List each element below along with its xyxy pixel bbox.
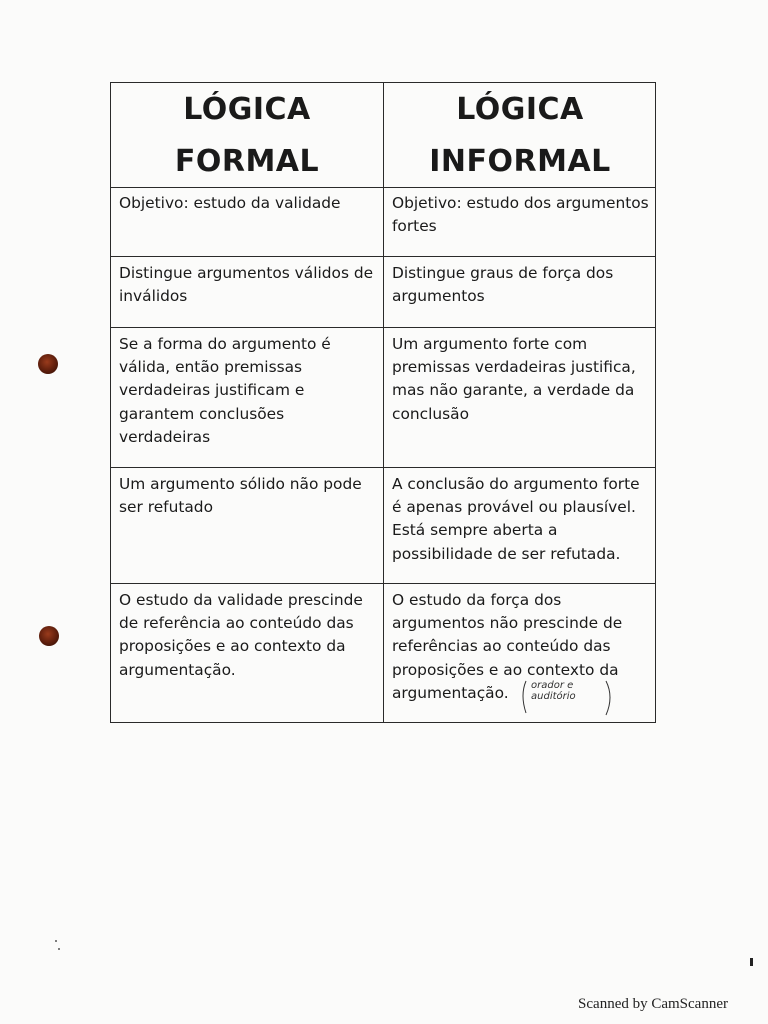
informal-justification-cell: Um argumento forte com premissas verdadeiras justifica, mas não garante, a verdade da conclusão <box>392 335 636 423</box>
header-informal-logic: LÓGICA INFORMAL <box>429 91 611 179</box>
formal-justification-cell: Se a forma do argumento é válida, então premissas verdadeiras justificam e garantem conclusões verdadeiras <box>119 335 331 446</box>
formal-objective-cell: Objetivo: estudo da validade <box>119 194 341 212</box>
informal-content-cell: O estudo da força dos argumentos não prescinde de referências ao conteúdo das proposições e ao contexto da argumentação. <box>392 591 623 702</box>
formal-refutation-cell: Um argumento sólido não pode ser refutado <box>119 475 362 517</box>
handwritten-note-text: orador e auditório <box>531 680 576 702</box>
informal-distinction-cell: Distingue graus de força dos argumentos <box>392 264 614 306</box>
scan-speck <box>55 940 57 942</box>
handwritten-note <box>518 677 614 717</box>
row-divider <box>111 583 655 584</box>
formal-content-cell: O estudo da validade prescinde de referência ao conteúdo das proposições e ao contexto da argumentação. <box>119 591 363 679</box>
punch-hole <box>38 354 58 374</box>
punch-hole <box>39 626 59 646</box>
formal-distinction-cell: Distingue argumentos válidos de inválidos <box>119 264 374 306</box>
informal-objective-cell: Objetivo: estudo dos argumentos fortes <box>392 194 649 236</box>
row-divider <box>111 327 655 328</box>
informal-refutation-cell: A conclusão do argumento forte é apenas provável ou plausível. Está sempre aberta a possibilidade de ser refutada. <box>392 475 640 563</box>
row-divider <box>111 467 655 468</box>
comparison-table <box>110 82 656 723</box>
row-divider <box>111 256 655 257</box>
scanner-footer: Scanned by CamScanner <box>578 996 728 1012</box>
scan-mark <box>750 958 753 966</box>
header-formal-logic: LÓGICA FORMAL <box>174 91 320 179</box>
scan-speck <box>58 948 60 950</box>
